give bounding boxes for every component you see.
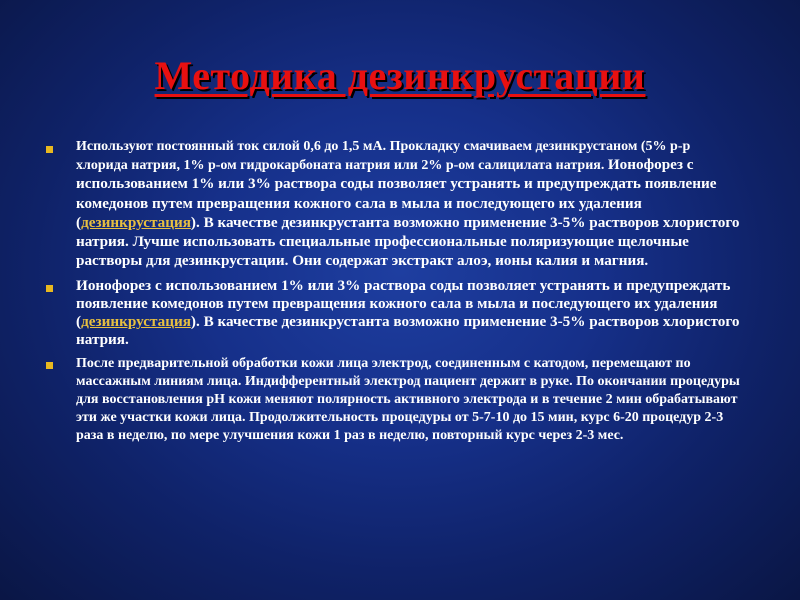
- bullet-text: Используют постоянный ток силой 0,6 до 1,5 мА. Прокладку смачиваем дезинкрустаном (5% р-р хлорида натрия, 1% р-ом гидрокарбоната натрия или 2% р-ом салицилата натрия.: [76, 139, 691, 174]
- bullet-text: Ионофорез с использованием 1% или 3% раствора соды позволяет устранять и предупреждать появление комедонов путем превращения кожного сала в мыла и последующего их удаления (: [76, 277, 731, 331]
- slide-title: Методика дезинкрустации: [154, 53, 646, 98]
- bullet-item: [45, 277, 745, 349]
- bullet-text: После предварительной обработки кожи лица электрод, соединенным с катодом, перемещают по массажным линиям лица. Индифферентный электрод пациент держит в руке. По окончании процедуры для восстановления рН кожи меняют полярность активного электрода и в течение 2 мин обрабатывают эти же участки кожи лица. Продолжительность процедуры от 5-7-10 до 15 мин, курс 6-20 процедур 2-3 раза в неделю, по мере улучшения кожи 1 раз в неделю, повторный курс через 2-3 мес.: [76, 356, 740, 443]
- bullet-text: ). В качестве дезинкрустанта возможно применение 3-5% растворов хлористого натрия. Лучше использовать специальные профессиональные поляризующие щелочные растворы для дезинкрустации. Они содержат экстракт алоэ, ионы калия и магния.: [76, 213, 740, 270]
- bullet-list: [45, 138, 745, 450]
- desincrustation-link[interactable]: дезинкрустация: [81, 213, 191, 231]
- bullet-item: [45, 138, 745, 271]
- bullet-text: Ионофорез с использованием 1% или 3% раствора соды позволяет устранять и предупреждать появление комедонов путем превращения кожного сала в мыла и последующего их удаления (: [76, 156, 717, 231]
- square-bullet-icon: [46, 146, 53, 153]
- square-bullet-icon: [46, 285, 53, 292]
- square-bullet-icon: [46, 362, 53, 369]
- bullet-text: ). В качестве дезинкрустанта возможно применение 3-5% растворов хлористого натрия.: [76, 313, 740, 349]
- bullet-item: [45, 355, 745, 444]
- desincrustation-link[interactable]: дезинкрустация: [81, 313, 191, 331]
